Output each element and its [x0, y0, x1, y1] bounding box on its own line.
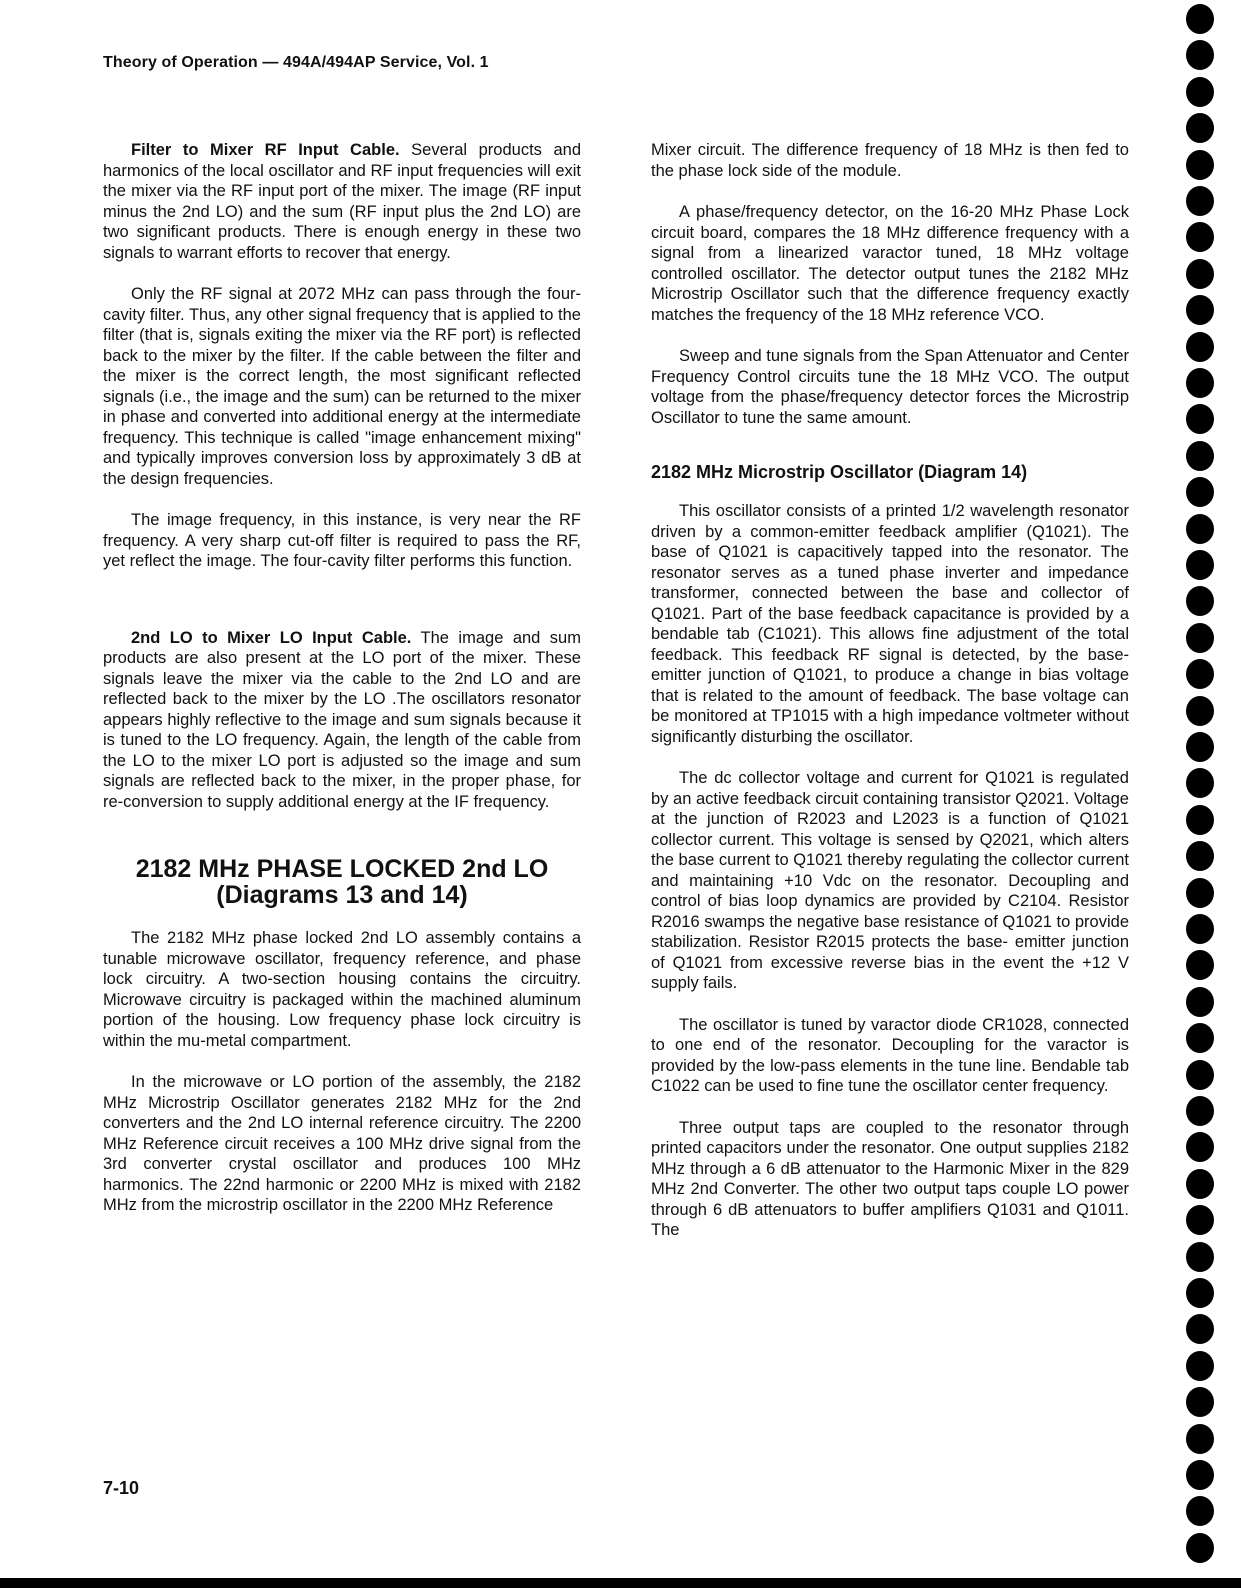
bottom-edge-bar	[0, 1578, 1241, 1588]
binder-hole	[1186, 222, 1214, 252]
binder-hole	[1186, 1424, 1214, 1454]
right-column	[651, 140, 1129, 1262]
binder-hole	[1186, 1242, 1214, 1272]
binder-hole	[1186, 1387, 1214, 1417]
subsection-title: 2182 MHz Microstrip Oscillator (Diagram 14)	[651, 462, 1028, 482]
binder-hole	[1186, 732, 1214, 762]
binder-hole	[1186, 878, 1214, 908]
binder-hole	[1186, 295, 1214, 325]
binder-hole	[1186, 550, 1214, 580]
paragraph-sweep-tune: Sweep and tune signals from the Span Attenuator and Center Frequency Control circuits tune the 18 MHz VCO. The output voltage from the phase/frequency detector forces the Microstrip Oscillator to tune the same amount.	[651, 347, 1129, 427]
binder-hole	[1186, 259, 1214, 289]
run-in-heading: Filter to Mixer RF Input Cable.	[131, 141, 400, 159]
binder-hole	[1186, 1496, 1214, 1526]
binder-hole	[1186, 805, 1214, 835]
binder-hole	[1186, 659, 1214, 689]
binder-hole	[1186, 768, 1214, 798]
paragraph-microwave-portion: In the microwave or LO portion of the assembly, the 2182 MHz Microstrip Oscillator generates 2182 MHz for the 2nd converters and the 2nd LO internal reference circuitry. The 2200 MHz Reference circuit receives a 100 MHz drive signal from the 3rd converter crystal oscillator and produces 100 MHz harmonics. The 22nd harmonic or 2200 MHz is mixed with 2182 MHz from the microstrip oscillator in the 2200 MHz Reference	[103, 1073, 581, 1214]
paragraph-text: The image and sum products are also present at the LO port of the mixer. These signals leave the mixer via the cable to the 2nd LO and are reflected back to the mixer by the LO .The oscillators resonator appears highly reflective to the image and sum signals because it is tuned to the LO frequency. Again, the length of the cable from the LO to the mixer LO port is adjusted so the image and sum signals are reflected back to the mixer, in the proper phase, for re-conversion to supply additional energy at the IF frequency.	[103, 628, 581, 811]
binder-hole	[1186, 332, 1214, 362]
binder-hole	[1186, 1460, 1214, 1490]
binder-hole	[1186, 1314, 1214, 1344]
binder-hole	[1186, 1205, 1214, 1235]
binder-hole	[1186, 914, 1214, 944]
binder-hole	[1186, 1132, 1214, 1162]
binder-hole	[1186, 1023, 1214, 1053]
paragraph-rf-signal: Only the RF signal at 2072 MHz can pass through the four-cavity filter. Thus, any other signal frequency that is applied to the filter (that is, signals exiting the mixer via the RF port) is reflected back to the mixer by the filter. If the cable between the filter and the mixer is the correct length, the most significant reflected signals (i.e., the image and the sum) can be returned to the mixer in phase and converted into additional energy at the intermediate frequency. This technique is called "image enhancement mixing" and typically improves conversion loss by approximately 3 dB at the design frequencies.	[103, 285, 581, 488]
paragraph-phase-detector: A phase/frequency detector, on the 16-20 MHz Phase Lock circuit board, compares the 18 MHz difference frequency with a signal from a linearized varactor tuned, 18 MHz voltage controlled oscillator. The detector output tunes the 2182 MHz Microstrip Oscillator such that the difference frequency exactly matches the frequency of the 18 MHz reference VCO.	[651, 203, 1129, 324]
paragraph-lo-mixer-cable	[103, 628, 581, 813]
run-in-heading: 2nd LO to Mixer LO Input Cable.	[131, 628, 412, 647]
binder-hole	[1186, 841, 1214, 871]
binder-hole	[1186, 1533, 1214, 1563]
binder-hole	[1186, 186, 1214, 216]
binder-hole	[1186, 150, 1214, 180]
paragraph-mixer-circuit: Mixer circuit. The difference frequency of 18 MHz is then fed to the phase lock side of the module.	[651, 141, 1129, 180]
section-title-line-1: 2182 MHz PHASE LOCKED 2nd LO	[135, 855, 549, 883]
binder-hole	[1186, 40, 1214, 70]
binder-hole	[1186, 1351, 1214, 1381]
paragraph-filter-mixer-cable	[103, 140, 581, 263]
paragraph-text: Several products and harmonics of the local oscillator and RF input frequencies will exit the mixer via the RF input port of the mixer. The image (RF input minus the 2nd LO) and the sum (RF input plus the 2nd LO) are two significant products. There is enough energy in these two signals to warrant efforts to recover that energy.	[103, 141, 581, 262]
binder-hole	[1186, 987, 1214, 1017]
binder-hole	[1186, 77, 1214, 107]
binder-hole	[1186, 4, 1214, 34]
paragraph-image-frequency: The image frequency, in this instance, is very near the RF frequency. A very sharp cut-off filter is required to pass the RF, yet reflect the image. The four-cavity filter performs this function.	[103, 511, 581, 570]
paragraph-oscillator: This oscillator consists of a printed 1/2 wavelength resonator driven by a common-emitter feedback amplifier (Q1021). The base of Q1021 is capacitively tapped into the resonator. The resonator serves as a tuned phase inverter and impedance transformer, connected between the base and collector of Q1021. Part of the base feedback capacitance is provided by a bendable tab (C1021). This allows fine adjustment of the total feedback. This feedback RF signal is detected, by the base- emitter junction of Q1021, to produce a change in bias voltage that is related to the amount of feedback. The base voltage can be monitored at TP1015 with a high impedance voltmeter without significantly disturbing the oscillator.	[651, 502, 1129, 746]
binder-hole	[1186, 586, 1214, 616]
left-column	[103, 140, 581, 1237]
binder-hole	[1186, 404, 1214, 434]
page-number: 7-10	[103, 1478, 140, 1498]
binder-hole	[1186, 623, 1214, 653]
section-title-line-2: (Diagrams 13 and 14)	[216, 881, 468, 909]
binder-hole	[1186, 1060, 1214, 1090]
section-title	[103, 856, 581, 908]
binder-hole	[1186, 1169, 1214, 1199]
paragraph-output-taps: Three output taps are coupled to the resonator through printed capacitors under the resonator. One output supplies 2182 MHz through a 6 dB attenuator to the Harmonic Mixer in the 829 MHz 2nd Converter. The other two output taps couple LO power through 6 dB attenuators to buffer amplifiers Q1031 and Q1011. The	[651, 1118, 1129, 1239]
binder-hole	[1186, 1278, 1214, 1308]
binder-hole	[1186, 696, 1214, 726]
paragraph-assembly: The 2182 MHz phase locked 2nd LO assembly contains a tunable microwave oscillator, frequency reference, and phase lock circuitry. A two-section housing contains the circuitry. Microwave circuitry is packaged within the machined aluminum portion of the housing. Low frequency phase lock circuitry is within the mu-metal compartment.	[103, 929, 581, 1050]
binder-hole	[1186, 113, 1214, 143]
binder-holes	[1186, 0, 1226, 1570]
page-header: Theory of Operation — 494A/494AP Service, Vol. 1	[103, 54, 489, 71]
binder-hole	[1186, 368, 1214, 398]
paragraph-varactor: The oscillator is tuned by varactor diode CR1028, connected to one end of the resonator. Decoupling for the varactor is provided by the low-pass elements in the tune line. Bendable tab C1022 can be used to fine tune the oscillator center frequency.	[651, 1015, 1129, 1095]
paragraph-dc-collector: The dc collector voltage and current for Q1021 is regulated by an active feedback circuit containing transistor Q2021. Voltage at the junction of R2023 and L2023 is a function of Q1021 collector current. This voltage is sensed by Q2021, which alters the base current to Q1021 thereby regulating the collector current and maintaining +10 Vdc on the resonator. Decoupling and control of bias loop dynamics are provided by C2104. Resistor R2016 swamps the negative base resistance of Q1021 to provide stabilization. Resistor R2015 protects the base- emitter junction of Q1021 from excessive reverse bias in the event the +12 V supply fails.	[651, 769, 1129, 992]
binder-hole	[1186, 441, 1214, 471]
binder-hole	[1186, 514, 1214, 544]
binder-hole	[1186, 1096, 1214, 1126]
binder-hole	[1186, 950, 1214, 980]
binder-hole	[1186, 477, 1214, 507]
